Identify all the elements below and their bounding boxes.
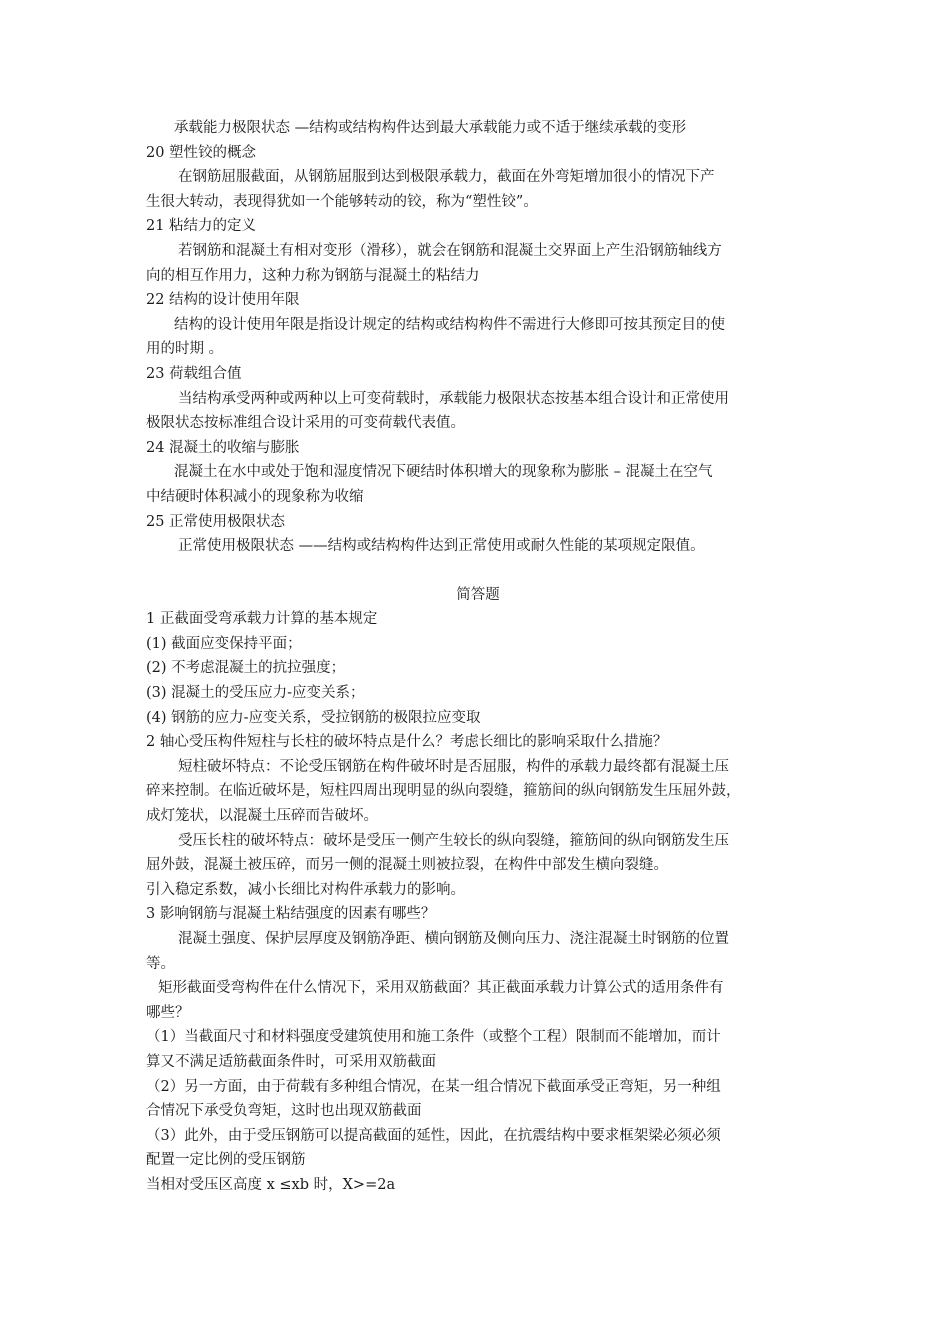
question-heading: 矩形截面受弯构件在什么情况下，采用双筋截面？其正截面承载力计算公式的适用条件有 — [158, 980, 724, 997]
list-item: （2）另一方面，由于荷载有多种组合情况，在某一组合情况下截面承受正弯矩，另一种组 — [146, 1078, 721, 1095]
text-line: 生很大转动，表现得犹如一个能够转动的铰，称为“塑性铰”。 — [146, 193, 538, 210]
list-item: (2) 不考虑混凝土的抗拉强度； — [146, 660, 346, 677]
text-line: 配置一定比例的受压钢筋 — [146, 1152, 306, 1169]
text-line: 若钢筋和混凝土有相对变形（滑移），就会在钢筋和混凝土交界面上产生沿钢筋轴线方 — [178, 242, 722, 259]
text-line: 用的时期 。 — [146, 341, 224, 358]
section-heading: 20 塑性铰的概念 — [146, 144, 257, 161]
text-line: 引入稳定系数，减小长细比对构件承载力的影响。 — [146, 881, 465, 898]
text-line: 当相对受压区高度 x ≤xb 时，X>=2a — [146, 1176, 396, 1193]
section-heading: 24 混凝土的收缩与膨胀 — [146, 439, 300, 456]
question-heading: 2 轴心受压构件短柱与长柱的破坏特点是什么？考虑长细比的影响采取什么措施？ — [146, 734, 668, 751]
question-heading: 1 正截面受弯承载力计算的基本规定 — [146, 611, 378, 628]
question-heading: 3 影响钢筋与混凝土粘结强度的因素有哪些？ — [146, 906, 436, 923]
section-title: 简答题 — [456, 586, 500, 603]
text-line: 结构的设计使用年限是指设计规定的结构或结构构件不需进行大修即可按其预定目的使 — [174, 316, 725, 333]
text-line: 极限状态按标准组合设计采用的可变荷载代表值。 — [146, 415, 465, 432]
text-line: 受压长柱的破坏特点：破坏是受压一侧产生较长的纵向裂缝，箍筋间的纵向钢筋发生压 — [178, 832, 729, 849]
text-line: 承载能力极限状态 —结构或结构构件达到最大承载能力或不适于继续承载的变形 — [174, 120, 687, 136]
list-item: (4) 钢筋的应力-应变关系，受拉钢筋的极限拉应变取 — [146, 709, 481, 726]
section-heading: 25 正常使用极限状态 — [146, 513, 286, 530]
text-line: 正常使用极限状态 ——结构或结构构件达到正常使用或耐久性能的某项规定限值。 — [178, 538, 705, 555]
text-line: 向的相互作用力，这种力称为钢筋与混凝土的粘结力 — [146, 267, 480, 284]
list-item: （3）此外，由于受压钢筋可以提高截面的延性，因此，在抗震结构中要求框架梁必须必须 — [146, 1127, 721, 1144]
text-line: 合情况下承受负弯矩，这时也出现双筋截面 — [146, 1103, 422, 1120]
list-item: (3) 混凝土的受压应力-应变关系； — [146, 685, 365, 702]
text-line: 在钢筋屈服截面，从钢筋屈服到达到极限承载力，截面在外弯矩增加很小的情况下产 — [178, 169, 715, 186]
text-line: 屈外鼓，混凝土被压碎，而另一侧的混凝土则被拉裂，在构件中部发生横向裂缝。 — [146, 857, 668, 874]
text-line: 短柱破坏特点：不论受压钢筋在构件破坏时是否屈服，构件的承载力最终都有混凝土压 — [178, 758, 729, 775]
list-item: (1) 截面应变保持平面； — [146, 635, 302, 652]
text-line: 哪些？ — [146, 1004, 190, 1021]
text-line: 当结构承受两种或两种以上可变荷载时，承载能力极限状态按基本组合设计和正常使用 — [178, 390, 729, 407]
section-heading: 23 荷载组合值 — [146, 365, 242, 382]
text-line: 成灯笼状，以混凝土压碎而告破坏。 — [146, 808, 378, 825]
text-line: 碎来控制。在临近破坏是，短柱四周出现明显的纵向裂缝，箍筋间的纵向钢筋发生压屈外鼓， — [146, 783, 741, 800]
section-heading: 22 结构的设计使用年限 — [146, 292, 300, 309]
text-line: 中结硬时体积减小的现象称为收缩 — [146, 488, 364, 505]
text-line: 算又不满足适筋截面条件时，可采用双筋截面 — [146, 1053, 436, 1070]
text-line: 等。 — [146, 955, 175, 972]
section-heading: 21 粘结力的定义 — [146, 218, 257, 235]
text-line: 混凝土在水中或处于饱和湿度情况下硬结时体积增大的现象称为膨胀 – 混凝土在空气 — [174, 464, 713, 481]
text-line: 混凝土强度、保护层厚度及钢筋净距、横向钢筋及侧向压力、浇注混凝土时钢筋的位置 — [178, 931, 729, 947]
list-item: （1）当截面尺寸和材料强度受建筑使用和施工条件（或整个工程）限制而不能增加，而计 — [146, 1029, 721, 1046]
